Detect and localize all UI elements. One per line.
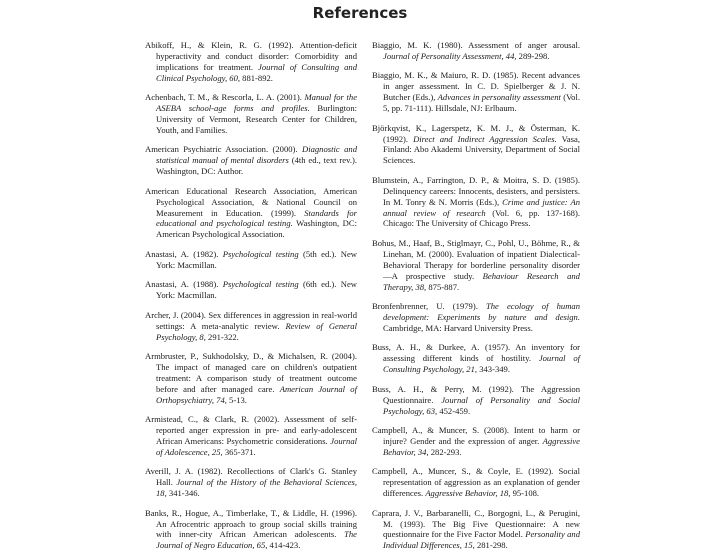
reference-source: The Journal of Negro Education, 65,	[156, 529, 357, 551]
reference-citation: Banks, R., Hogue, A., Timberlake, T., & Liddle, H. (1996). An Afrocentric approach to group social skills training with inner-city African American adolescents.	[145, 507, 357, 540]
reference-tail: 341-346.	[166, 488, 200, 499]
reference-citation: Armistead, C., & Clark, R. (2002). Assessment of self-reported anger expression in pre- and early-adolescent African Americans: Psychometric considerations.	[145, 414, 357, 446]
reference-tail: 281-298.	[474, 540, 508, 551]
reference-source: American Journal of Orthopsychiatry, 74,	[156, 383, 357, 405]
reference-entry	[145, 310, 357, 343]
reference-entry	[145, 279, 357, 301]
reference-tail: Vasa, Finland: Abo Akademi University, Department of Social Sciences.	[383, 133, 580, 166]
reference-tail: 452-459.	[437, 405, 471, 416]
reference-source: Journal of Adolescence, 25,	[156, 435, 357, 457]
reference-citation: Blumstein, A., Farrington, D. P., & Moitra, S. D. (1985). Delinquency careers: Innocents, desisters, and persisters. In M. Tonry & N. Morris (Eds.),	[372, 174, 580, 207]
reference-citation: Biaggio, M. K. (1980). Assessment of anger arousal.	[372, 40, 580, 50]
reference-tail: 95-108.	[510, 488, 540, 499]
reference-source: The ecology of human development: Experiments by nature and design.	[383, 301, 580, 322]
reference-tail: 291-322.	[205, 331, 239, 342]
reference-tail: 365-371.	[222, 446, 256, 457]
reference-citation: Armbruster, P., Sukhodolsky, D., & Michalsen, R. (2004). The impact of managed care on children's outpatient treatment: A comparison study of treatment outcome before and after managed care.	[145, 351, 357, 394]
reference-entry	[145, 40, 357, 84]
reference-source: Psychological testing	[222, 279, 299, 290]
reference-tail: (Vol. 5, pp. 71-111). Hillsdale, NJ: Erlbaum.	[383, 92, 580, 114]
reference-tail: 343-349.	[477, 364, 511, 375]
reference-citation: Campbell, A., & Muncer, S. (2008). Intent to harm or injure? Gender and the expression of anger.	[372, 425, 580, 446]
reference-entry	[145, 249, 357, 271]
reference-source: Journal of Consulting Psychology, 21,	[383, 353, 580, 375]
reference-source: Aggressive Behavior, 34,	[383, 435, 580, 457]
reference-citation: American Psychiatric Association. (2000).	[145, 144, 302, 155]
reference-citation: Archer, J. (2004). Sex differences in aggression in real-world settings: A meta-analytic review.	[145, 309, 357, 331]
reference-entry	[145, 144, 357, 177]
reference-entry	[372, 301, 580, 334]
reference-entry	[372, 466, 580, 499]
reference-citation: Björkqvist, K., Lagerspetz, K. M. J., & Österman, K. (1992).	[372, 122, 580, 144]
reference-tail: 881-892.	[240, 72, 273, 83]
reference-citation: Abikoff, H., & Klein, R. G. (1992). Attention-deficit hyperactivity and conduct disorder: Comorbidity and implications for treatment.	[145, 40, 357, 72]
reference-citation: Campbell, A., Muncer, S., & Coyle, E. (1992). Social representation of aggression as an explanation of gender differences.	[372, 466, 580, 499]
reference-source: Review of General Psychology, 8,	[156, 320, 357, 342]
references-column-right	[372, 40, 580, 551]
reference-citation: Averill, J. A. (1982). Recollections of Clark's G. Stanley Hall.	[145, 466, 357, 488]
reference-citation: Buss, A. H., & Perry, M. (1992). The Aggression Questionnaire.	[372, 383, 580, 405]
references-column-left	[145, 40, 357, 551]
reference-source: Journal of Personality and Social Psychology, 63,	[383, 394, 580, 416]
reference-citation: Achenbach, T. M., & Rescorla, L. A. (2001).	[145, 92, 305, 103]
reference-tail: (5th ed.). New York: Macmillan.	[156, 248, 357, 270]
reference-tail: 875-887.	[426, 281, 460, 292]
reference-entry	[145, 186, 357, 241]
reference-entry	[372, 123, 580, 167]
reference-tail: 414-423.	[267, 540, 301, 551]
reference-citation: Biaggio, M. K., & Maiuro, R. D. (1985). Recent advances in anger assessment. In C. D. Spielberger & J. N. Butcher (Eds.),	[372, 70, 580, 103]
reference-source: Crime and justice: An annual review of research	[383, 196, 581, 218]
reference-source: Diagnostic and statistical manual of mental disorders	[156, 144, 357, 166]
reference-entry	[372, 40, 580, 62]
page-title: References	[312, 4, 408, 22]
reference-entry	[372, 342, 580, 375]
reference-entry	[145, 508, 357, 551]
reference-entry	[372, 238, 580, 293]
reference-tail: (4th ed., text rev.). Washington, DC: Author.	[156, 155, 357, 177]
reference-source: Psychological testing	[222, 248, 299, 259]
reference-tail: (Vol. 6, pp. 137-168). Chicago: The University of Chicago Press.	[383, 207, 580, 229]
reference-entry	[145, 351, 357, 406]
reference-source: Journal of Personality Assessment, 44,	[383, 50, 517, 61]
reference-tail: (6th ed.). New York: Macmillan.	[156, 279, 357, 301]
reference-entry	[372, 425, 580, 458]
reference-entry	[372, 70, 580, 114]
reference-entry	[372, 508, 580, 551]
reference-tail: Cambridge, MA: Harvard University Press.	[383, 322, 533, 333]
reference-source: Manual for the ASEBA school-age forms and profiles.	[156, 92, 358, 114]
reference-source: Journal of Consulting and Clinical Psychology, 60,	[156, 61, 357, 83]
reference-source: Behaviour Research and Therapy, 38,	[383, 270, 580, 292]
reference-tail: 289-298.	[516, 50, 550, 61]
reference-citation: Bronfenbrenner, U. (1979).	[372, 301, 486, 312]
reference-citation: Bohus, M., Haaf, B., Stiglmayr, C., Pohl, U., Böhme, R., & Linehan, M. (2000). Evaluation of inpatient Dialectical-Behavioral Therapy for borderline personality disorder—A prospective study.	[372, 237, 580, 281]
reference-citation: Anastasi, A. (1982).	[145, 248, 223, 259]
reference-source: Personality and Individual Differences, 15,	[383, 529, 580, 551]
reference-source: Standards for educational and psychological testing.	[156, 207, 358, 229]
reference-tail: 282-293.	[428, 446, 462, 457]
reference-source: Direct and Indirect Aggression Scales.	[413, 133, 557, 144]
reference-entry	[145, 466, 357, 499]
reference-citation: Buss, A. H., & Durkee, A. (1957). An inventory for assessing different kinds of hostility.	[372, 342, 580, 364]
reference-source: Advances in personality assessment	[437, 92, 561, 103]
reference-source: Journal of the History of the Behavioral Sciences, 18,	[156, 477, 358, 499]
reference-citation: American Educational Research Association, American Psychological Association, & National Council on Measurement in Education. (1999).	[145, 185, 357, 218]
reference-source: Aggressive Behavior, 18,	[425, 488, 511, 499]
reference-entry	[372, 175, 580, 230]
reference-entry	[145, 92, 357, 136]
reference-tail: Washington, DC: American Psychological Association.	[156, 218, 357, 240]
reference-citation: Anastasi, A. (1988).	[145, 279, 223, 290]
reference-entry	[145, 414, 357, 458]
reference-tail: 5-13.	[226, 394, 247, 405]
reference-tail: Burlington: University of Vermont, Research Center for Children, Youth, and Families.	[156, 103, 358, 135]
reference-citation: Caprara, J. V., Barbaranelli, C., Borgogni, L., & Perugini, M. (1993). The Big Five Questionnaire: A new questionnaire for the Five Factor Model.	[372, 507, 580, 540]
reference-entry	[372, 384, 580, 417]
